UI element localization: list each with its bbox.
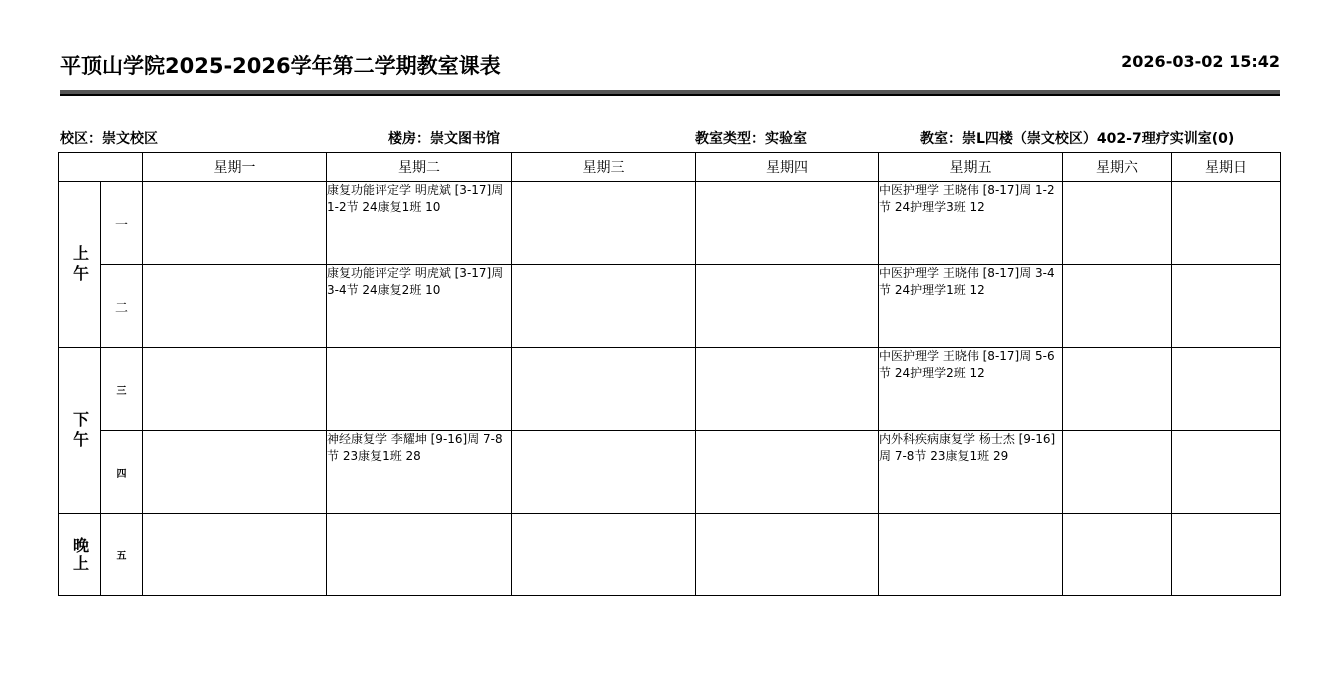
- day-header-sat: 星期六: [1063, 153, 1172, 182]
- schedule-cell: [1172, 348, 1281, 431]
- schedule-cell: 康复功能评定学 明虎斌 [3-17]周 3-4节 24康复2班 10: [327, 265, 512, 348]
- schedule-cell: [143, 431, 327, 514]
- schedule-cell: [1172, 514, 1281, 596]
- schedule-cell: [879, 514, 1063, 596]
- schedule-cell: [1172, 265, 1281, 348]
- period-label: 五: [101, 514, 143, 596]
- day-header-wed: 星期三: [512, 153, 696, 182]
- room-label: 教室：崇L四楼（崇文校区）402-7理疗实训室(0): [920, 131, 1235, 147]
- schedule-cell: [143, 182, 327, 265]
- schedule-cell: 内外科疾病康复学 杨士杰 [9-16]周 7-8节 23康复1班 29: [879, 431, 1063, 514]
- day-header-row: [59, 153, 1281, 182]
- schedule-cell: [512, 348, 696, 431]
- schedule-cell: 中医护理学 王晓伟 [8-17]周 5-6节 24护理学2班 12: [879, 348, 1063, 431]
- campus-label: 校区：崇文校区: [60, 131, 158, 147]
- day-header-mon: 星期一: [143, 153, 327, 182]
- table-row: [59, 182, 1281, 265]
- print-timestamp: 2026-03-02 15:42: [1121, 52, 1280, 71]
- period-label: 二: [101, 265, 143, 348]
- table-row: [59, 265, 1281, 348]
- day-header-fri: 星期五: [879, 153, 1063, 182]
- section-evening: 晚上: [59, 514, 101, 596]
- header-divider: [60, 90, 1280, 96]
- table-row: [59, 431, 1281, 514]
- schedule-cell: [143, 265, 327, 348]
- schedule-cell: [696, 265, 879, 348]
- building-label: 楼房：崇文图书馆: [388, 131, 500, 147]
- section-morning: 上午: [59, 182, 101, 348]
- schedule-cell: [512, 182, 696, 265]
- day-header-thu: 星期四: [696, 153, 879, 182]
- schedule-cell: [143, 348, 327, 431]
- schedule-cell: [1063, 431, 1172, 514]
- schedule-cell: 神经康复学 李耀坤 [9-16]周 7-8节 23康复1班 28: [327, 431, 512, 514]
- schedule-cell: [1063, 514, 1172, 596]
- schedule-cell: [696, 348, 879, 431]
- day-header-tue: 星期二: [327, 153, 512, 182]
- period-label: 三: [101, 348, 143, 431]
- period-label: 一: [101, 182, 143, 265]
- schedule-cell: 中医护理学 王晓伟 [8-17]周 3-4节 24护理学1班 12: [879, 265, 1063, 348]
- schedule-cell: [143, 514, 327, 596]
- timetable: [58, 152, 1281, 596]
- schedule-cell: [1063, 348, 1172, 431]
- schedule-cell: 康复功能评定学 明虎斌 [3-17]周 1-2节 24康复1班 10: [327, 182, 512, 265]
- room-type-label: 教室类型：实验室: [695, 131, 807, 147]
- section-afternoon: 下午: [59, 348, 101, 514]
- schedule-cell: 中医护理学 王晓伟 [8-17]周 1-2节 24护理学3班 12: [879, 182, 1063, 265]
- table-row: [59, 514, 1281, 596]
- period-label: 四: [101, 431, 143, 514]
- schedule-cell: [327, 348, 512, 431]
- schedule-cell: [512, 431, 696, 514]
- schedule-cell: [512, 514, 696, 596]
- table-row: [59, 348, 1281, 431]
- day-header-sun: 星期日: [1172, 153, 1281, 182]
- schedule-cell: [696, 182, 879, 265]
- schedule-cell: [1063, 265, 1172, 348]
- schedule-cell: [696, 514, 879, 596]
- page-title: 平顶山学院2025-2026学年第二学期教室课表: [60, 54, 501, 78]
- schedule-cell: [512, 265, 696, 348]
- schedule-cell: [1172, 182, 1281, 265]
- corner-cell: [59, 153, 143, 182]
- schedule-cell: [327, 514, 512, 596]
- schedule-cell: [696, 431, 879, 514]
- schedule-cell: [1063, 182, 1172, 265]
- schedule-cell: [1172, 431, 1281, 514]
